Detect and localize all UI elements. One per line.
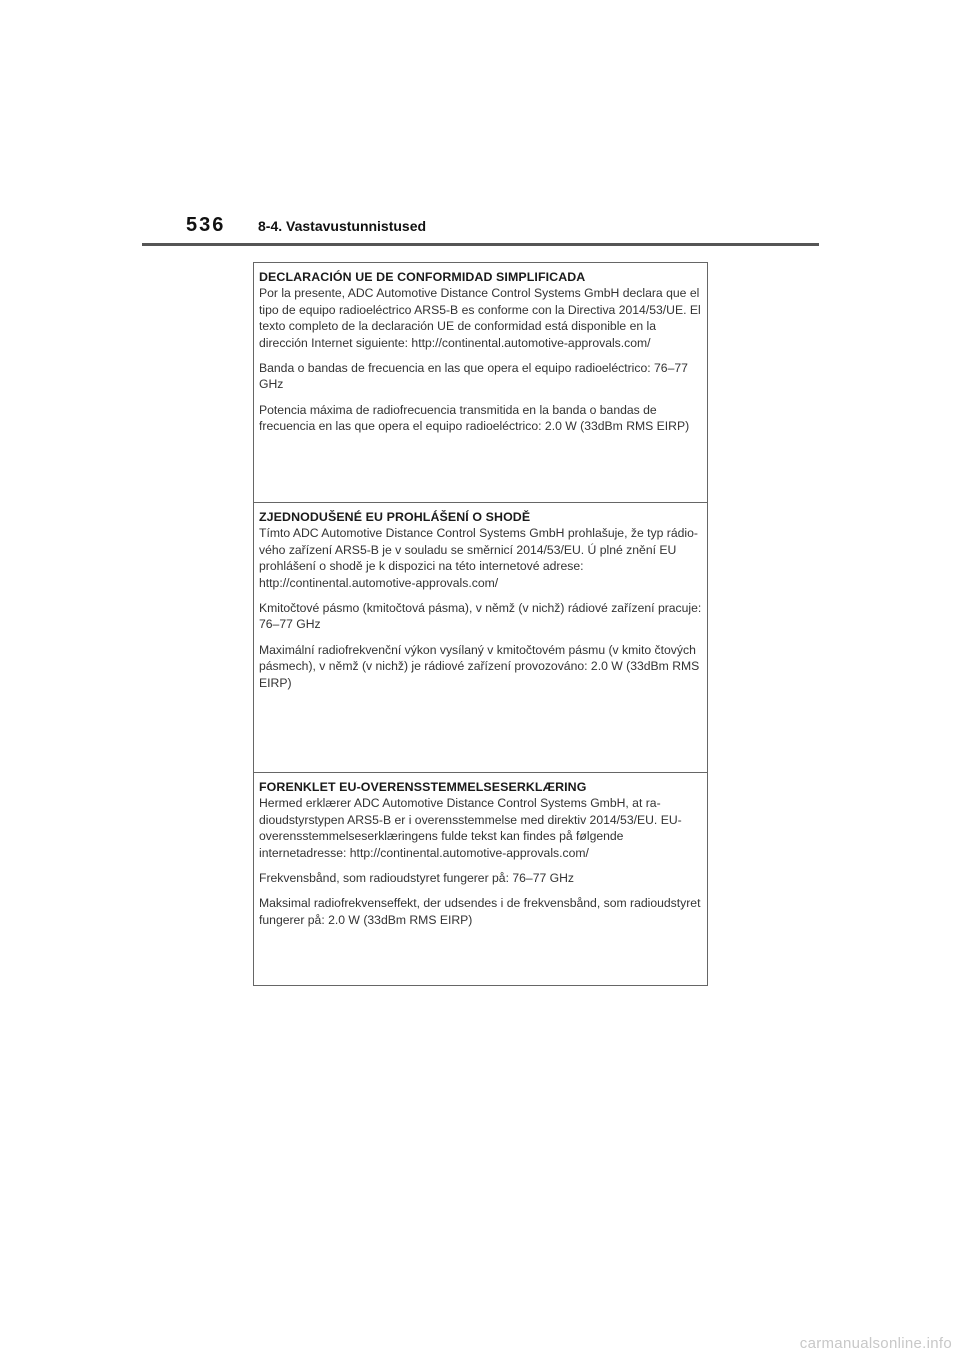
declaration-paragraph: Potencia máxima de radiofrecuencia transmitida en la banda o bandas de frecuencia en las que opera el equipo radioeléctrico: 2.0 W (33dBm RMS EIRP)	[259, 402, 690, 434]
declaration-paragraph: Maximální radiofrekvenční výkon vysílaný v kmitočtovém pásmu (v kmito čtových pásmech), v němž (v nichž) je rádiové zařízení provozováno: 2.0 W (33dBm RMS EIRP)	[259, 642, 700, 690]
declaration-title: ZJEDNODUŠENÉ EU PROHLÁŠENÍ O SHODĚ	[259, 510, 531, 524]
site-watermark: carmanualsonline.info	[799, 1335, 952, 1352]
section-title: 8-4. Vastavustunnistused	[258, 218, 427, 234]
declaration-paragraph: Tímto ADC Automotive Distance Control Systems GmbH prohlašuje, že typ rádio-vého zařízení ARS5-B je v souladu se směrnicí 2014/53/EU. Ú plné znění EU prohlášení o shodě je k dispozici na této internetové adrese: http://continental.automotive-approvals.com/	[259, 526, 698, 590]
declaration-paragraph: Por la presente, ADC Automotive Distance Control Systems GmbH declara que el tipo de equipo radioeléctrico ARS5-B es conforme con la Directiva 2014/53/UE. El texto completo de la declaración UE de conformidad está disponible en la dirección Internet siguiente: http://continental.automotive-approvals.com/	[259, 286, 701, 350]
declaration-paragraph: Kmitočtové pásmo (kmitočtová pásma), v němž (v nichž) rádiové zařízení pracuje: 76–77 GHz	[259, 601, 702, 632]
page-header	[0, 0, 960, 250]
declaration-czech	[254, 503, 707, 773]
declaration-title: FORENKLET EU-OVERENSSTEMMELSESERKLÆRING	[259, 780, 587, 794]
declaration-spanish	[254, 263, 707, 503]
declaration-paragraph: Frekvensbånd, som radioudstyret fungerer på: 76–77 GHz	[259, 871, 575, 886]
header-divider	[142, 243, 819, 246]
declaration-paragraph: Hermed erklærer ADC Automotive Distance Control Systems GmbH, at ra-dioudstyrstypen ARS5-B er i overensstemmelse med direktiv 2014/53/EU. EU-overensstemmelseserklæringens fulde tekst kan findes på følgende internetadresse: http://continental.automotive-approvals.com/	[259, 796, 682, 860]
declaration-paragraph: Banda o bandas de frecuencia en las que opera el equipo radioeléctrico: 76–77 GHz	[259, 361, 688, 392]
conformity-declarations-box	[253, 262, 708, 986]
page-number: 536	[186, 214, 226, 236]
declaration-danish	[254, 773, 707, 985]
declaration-paragraph: Maksimal radiofrekvenseffekt, der udsendes i de frekvensbånd, som radioudstyret fungerer på: 2.0 W (33dBm RMS EIRP)	[259, 896, 701, 927]
declaration-title: DECLARACIÓN UE DE CONFORMIDAD SIMPLIFICADA	[259, 270, 586, 284]
